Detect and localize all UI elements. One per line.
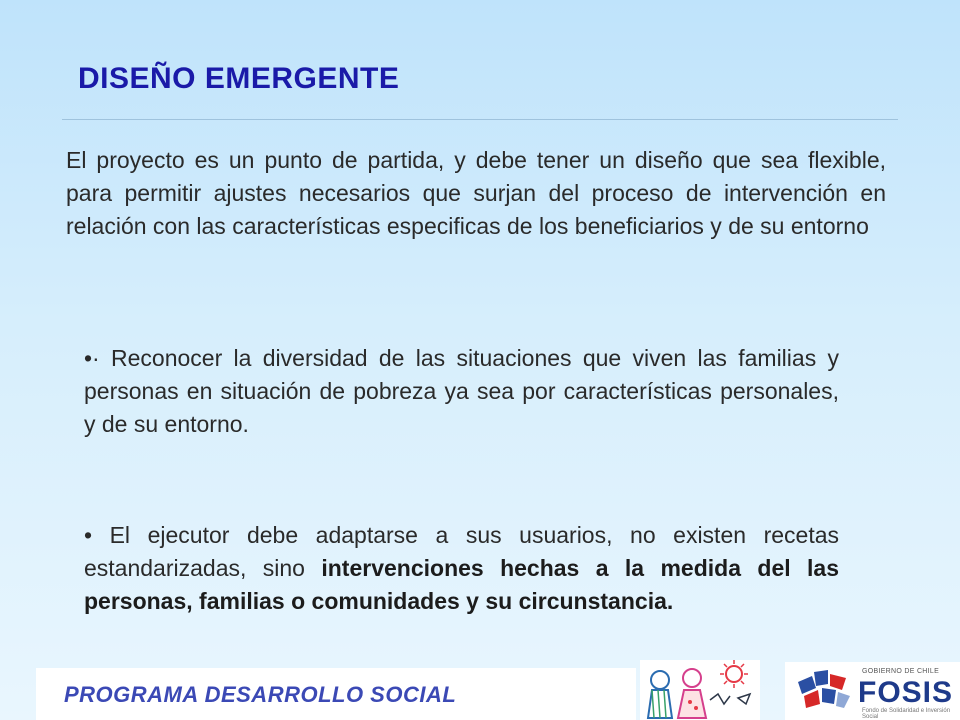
fosis-tagline: Fondo de Solidaridad e Inversión Social xyxy=(862,708,951,720)
fosis-government-label: GOBIERNO DE CHILE xyxy=(862,668,940,675)
bullet-text: • El ejecutor debe adaptarse a sus usuarios, no existen recetas estandarizadas, sino xyxy=(84,522,839,581)
bullet-item-diversity: •· Reconocer la diversidad de las situaciones que viven las familias y personas en situación de pobreza ya sea por características personales, y de su entorno. xyxy=(84,345,839,437)
intro-paragraph: El proyecto es un punto de partida, y debe tener un diseño que sea flexible, para permitir ajustes necesarios que surjan del proceso de intervención en relación con las características especificas de los beneficiarios y de su entorno xyxy=(66,147,886,239)
bullet-bold-text: intervenciones hechas a la medida del las personas, familias o comunidades y su circunstancia. xyxy=(84,555,839,614)
slide-title: DISEÑO EMERGENTE xyxy=(78,62,400,95)
bullet-item-adaptation xyxy=(84,519,839,618)
fosis-emblem-icon xyxy=(792,668,854,714)
children-drawing-logo xyxy=(640,660,760,720)
title-divider xyxy=(62,119,898,120)
fosis-name: FOSIS xyxy=(858,676,954,709)
program-name: PROGRAMA DESARROLLO SOCIAL xyxy=(64,682,457,707)
